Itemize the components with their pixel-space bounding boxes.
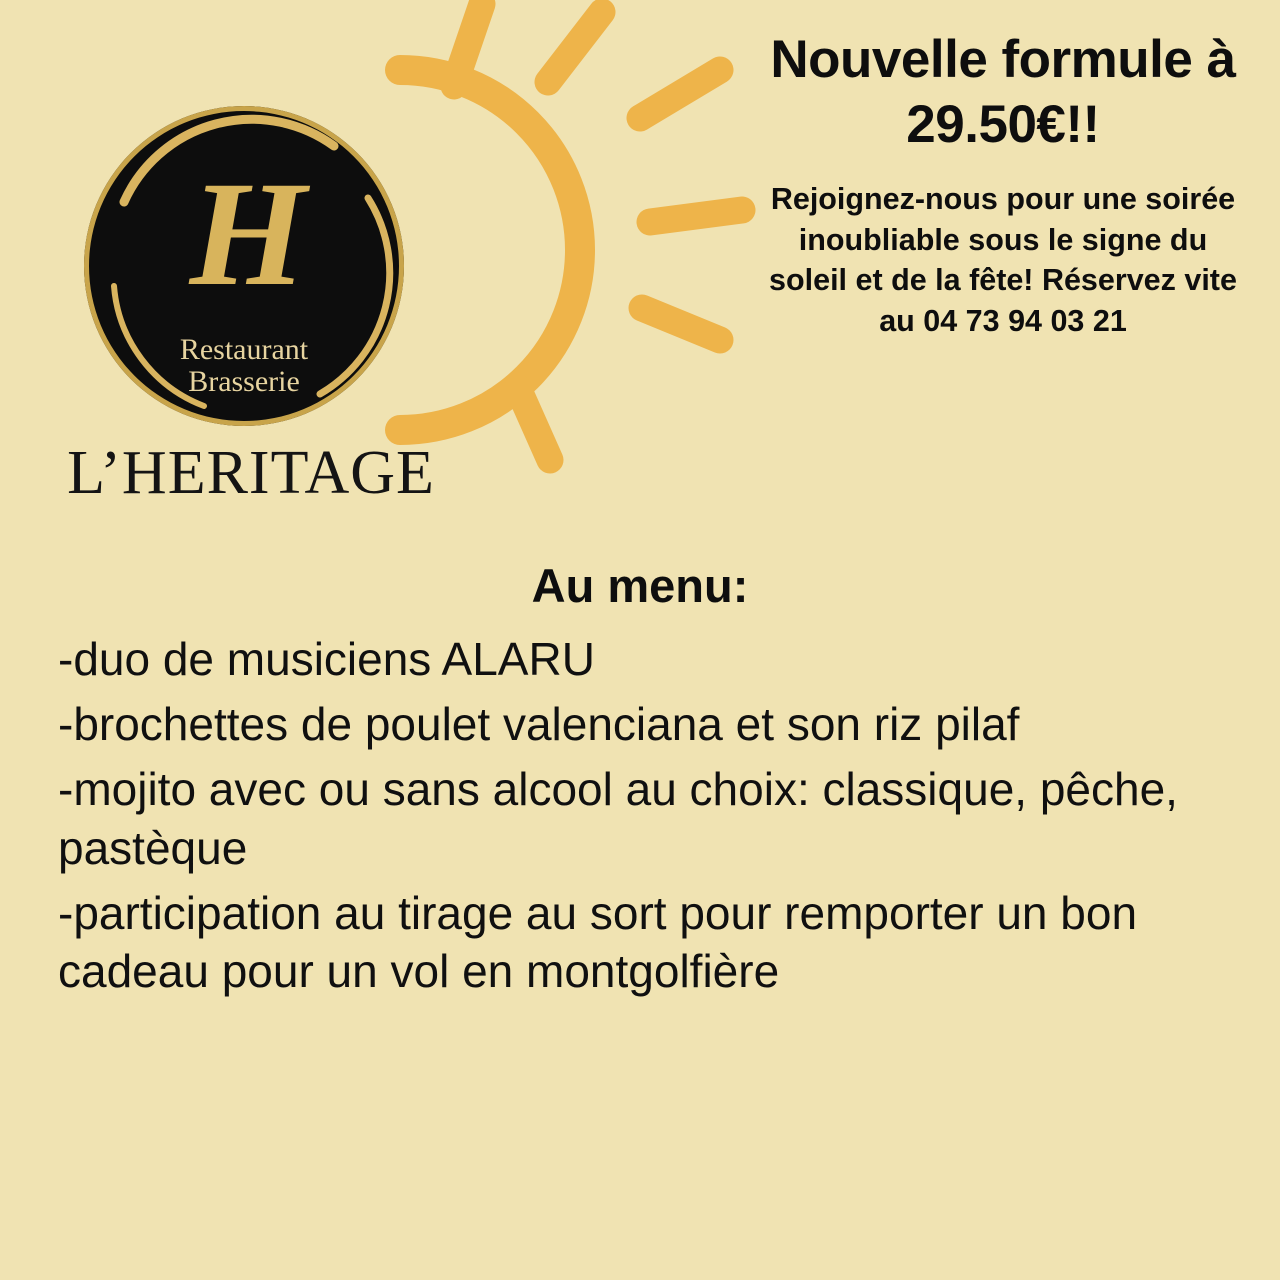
logo-monogram: H	[189, 151, 299, 317]
logo-subtitle-line2: Brasserie	[188, 365, 300, 399]
list-item: -mojito avec ou sans alcool au choix: classique, pêche, pastèque	[58, 762, 1178, 874]
menu-list	[58, 630, 1238, 1007]
logo	[36, 100, 466, 540]
menu-heading: Au menu:	[531, 559, 749, 612]
logo-badge	[84, 106, 404, 426]
list-item: -brochettes de poulet valenciana et son riz pilaf	[58, 697, 1020, 750]
logo-subtitle	[84, 334, 404, 399]
promo-block	[758, 28, 1248, 342]
logo-subtitle-line1: Restaurant	[179, 333, 309, 366]
logo-wordmark: L’HERITAGE	[67, 439, 435, 507]
promo-body: Rejoignez-nous pour une soirée inoubliable sous le signe du soleil et de la fête! Réservez vite au 04 73 94 03 21	[769, 182, 1237, 338]
promo-title: Nouvelle formule à 29.50€!!	[770, 30, 1236, 154]
list-item: -participation au tirage au sort pour remporter un bon cadeau pour un vol en montgolfière	[58, 886, 1138, 998]
list-item: -duo de musiciens ALARU	[58, 633, 595, 685]
